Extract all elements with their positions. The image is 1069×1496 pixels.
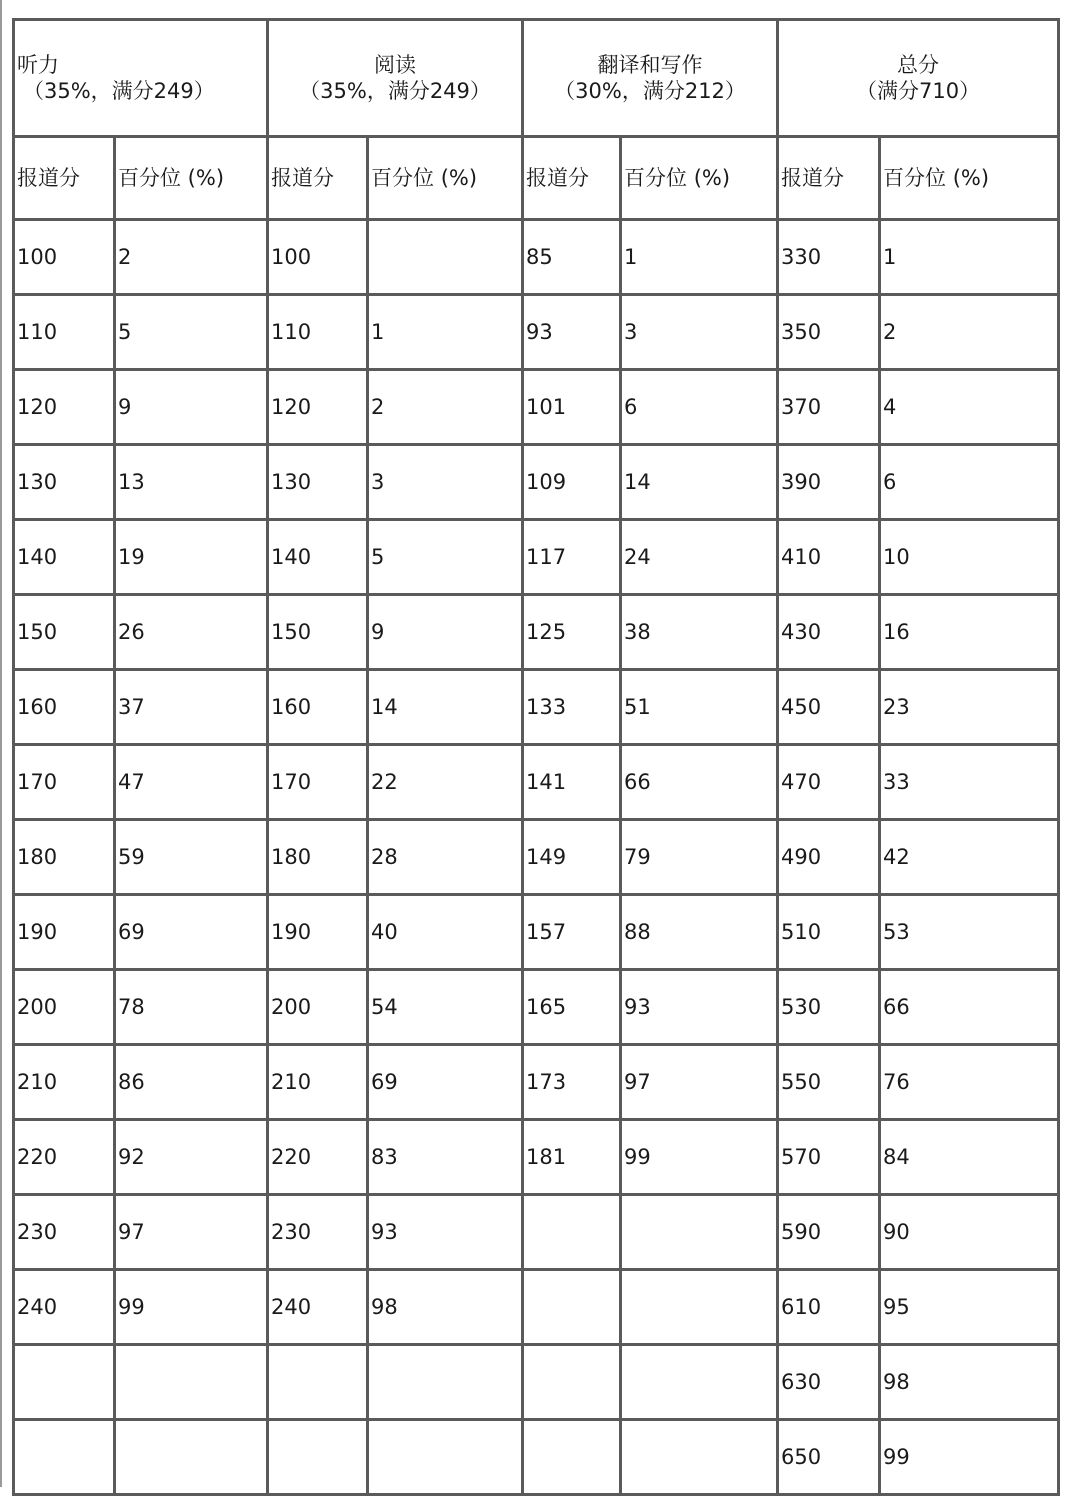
- table-cell: 160: [268, 670, 368, 745]
- table-cell: 190: [14, 895, 115, 970]
- table-cell: 550: [778, 1045, 880, 1120]
- table-cell: 22: [368, 745, 523, 820]
- table-cell: 2: [115, 220, 268, 295]
- table-cell: 150: [268, 595, 368, 670]
- column-header: 报道分: [523, 137, 621, 220]
- table-cell: 160: [14, 670, 115, 745]
- table-cell: [621, 1195, 778, 1270]
- table-cell: 140: [14, 520, 115, 595]
- table-cell: [14, 1345, 115, 1420]
- table-cell: [368, 220, 523, 295]
- table-cell: 100: [268, 220, 368, 295]
- table-cell: 109: [523, 445, 621, 520]
- table-cell: 1: [368, 295, 523, 370]
- table-cell: 240: [14, 1270, 115, 1345]
- group-header-total: [778, 20, 1059, 137]
- table-cell: 1: [621, 220, 778, 295]
- table-cell: 42: [880, 820, 1059, 895]
- table-cell: 200: [268, 970, 368, 1045]
- table-cell: [523, 1345, 621, 1420]
- table-cell: 470: [778, 745, 880, 820]
- column-header: 百分位 (%): [880, 137, 1059, 220]
- table-cell: 165: [523, 970, 621, 1045]
- table-cell: 4: [880, 370, 1059, 445]
- table-cell: [621, 1270, 778, 1345]
- table-cell: 76: [880, 1045, 1059, 1120]
- table-cell: 14: [621, 445, 778, 520]
- table-cell: 410: [778, 520, 880, 595]
- group-title: 总分: [897, 52, 940, 77]
- table-cell: [115, 1345, 268, 1420]
- table-cell: 180: [268, 820, 368, 895]
- table-cell: 88: [621, 895, 778, 970]
- table-cell: 95: [880, 1270, 1059, 1345]
- table-cell: 149: [523, 820, 621, 895]
- table-cell: [621, 1420, 778, 1495]
- table-cell: 93: [368, 1195, 523, 1270]
- table-cell: 85: [523, 220, 621, 295]
- table-cell: 10: [880, 520, 1059, 595]
- table-cell: 23: [880, 670, 1059, 745]
- table-row: [14, 220, 1059, 295]
- table-body: [14, 220, 1059, 1495]
- table-cell: 79: [621, 820, 778, 895]
- table-cell: 78: [115, 970, 268, 1045]
- table-cell: 99: [880, 1420, 1059, 1495]
- table-cell: 350: [778, 295, 880, 370]
- table-cell: 69: [368, 1045, 523, 1120]
- table-cell: 3: [368, 445, 523, 520]
- table-cell: 33: [880, 745, 1059, 820]
- table-cell: 170: [14, 745, 115, 820]
- table-cell: 26: [115, 595, 268, 670]
- table-cell: 14: [368, 670, 523, 745]
- table-cell: 93: [621, 970, 778, 1045]
- column-header: 百分位 (%): [621, 137, 778, 220]
- table-row: [14, 1120, 1059, 1195]
- table-cell: 120: [14, 370, 115, 445]
- table-cell: 16: [880, 595, 1059, 670]
- table-cell: 92: [115, 1120, 268, 1195]
- table-cell: 133: [523, 670, 621, 745]
- table-row: [14, 820, 1059, 895]
- table-cell: 230: [14, 1195, 115, 1270]
- table-cell: 90: [880, 1195, 1059, 1270]
- table-cell: 330: [778, 220, 880, 295]
- table-cell: 210: [14, 1045, 115, 1120]
- table-cell: 150: [14, 595, 115, 670]
- table-cell: 98: [368, 1270, 523, 1345]
- page-left-edge: [0, 0, 2, 1487]
- group-title: 阅读: [374, 52, 417, 77]
- table-cell: 6: [621, 370, 778, 445]
- group-header-translation-writing: [523, 20, 778, 137]
- table-cell: 101: [523, 370, 621, 445]
- table-row: [14, 295, 1059, 370]
- table-cell: 13: [115, 445, 268, 520]
- table-cell: 1: [880, 220, 1059, 295]
- table-row: [14, 520, 1059, 595]
- table-cell: 190: [268, 895, 368, 970]
- table-cell: 28: [368, 820, 523, 895]
- table-cell: 200: [14, 970, 115, 1045]
- table-cell: 110: [268, 295, 368, 370]
- score-percentile-table: [12, 18, 1060, 1496]
- table-cell: 2: [368, 370, 523, 445]
- table-cell: 530: [778, 970, 880, 1045]
- table-cell: 125: [523, 595, 621, 670]
- table-cell: 66: [880, 970, 1059, 1045]
- group-header-row: [14, 20, 1059, 137]
- table-cell: 5: [115, 295, 268, 370]
- group-title: 翻译和写作: [597, 52, 703, 77]
- table-cell: 210: [268, 1045, 368, 1120]
- table-cell: [523, 1420, 621, 1495]
- table-cell: 3: [621, 295, 778, 370]
- table-cell: 117: [523, 520, 621, 595]
- table-cell: 490: [778, 820, 880, 895]
- column-header-row: [14, 137, 1059, 220]
- group-subtitle: （30%，满分212）: [554, 79, 746, 103]
- table-cell: 180: [14, 820, 115, 895]
- table-cell: 9: [368, 595, 523, 670]
- table-cell: [268, 1345, 368, 1420]
- table-cell: 390: [778, 445, 880, 520]
- table-cell: 570: [778, 1120, 880, 1195]
- table-row: [14, 1420, 1059, 1495]
- table-row: [14, 445, 1059, 520]
- table-row: [14, 370, 1059, 445]
- table-row: [14, 895, 1059, 970]
- table-cell: 2: [880, 295, 1059, 370]
- table-cell: 98: [880, 1345, 1059, 1420]
- table-cell: 97: [621, 1045, 778, 1120]
- table-cell: [523, 1195, 621, 1270]
- table-row: [14, 1195, 1059, 1270]
- table-cell: 47: [115, 745, 268, 820]
- table-cell: [368, 1420, 523, 1495]
- table-cell: 130: [14, 445, 115, 520]
- table-cell: 66: [621, 745, 778, 820]
- table-cell: 69: [115, 895, 268, 970]
- table-cell: 93: [523, 295, 621, 370]
- table-cell: 610: [778, 1270, 880, 1345]
- group-subtitle: （35%，满分249）: [23, 79, 215, 103]
- table-cell: 140: [268, 520, 368, 595]
- table-cell: 110: [14, 295, 115, 370]
- column-header: 报道分: [14, 137, 115, 220]
- group-title: 听力: [17, 52, 59, 77]
- table-cell: 37: [115, 670, 268, 745]
- table-cell: 97: [115, 1195, 268, 1270]
- table-cell: 130: [268, 445, 368, 520]
- table-cell: 99: [621, 1120, 778, 1195]
- table-cell: [268, 1420, 368, 1495]
- table-cell: 181: [523, 1120, 621, 1195]
- column-header: 百分位 (%): [115, 137, 268, 220]
- table-cell: [523, 1270, 621, 1345]
- group-subtitle: （35%，满分249）: [299, 79, 491, 103]
- table-cell: 230: [268, 1195, 368, 1270]
- table-row: [14, 670, 1059, 745]
- table-cell: 220: [14, 1120, 115, 1195]
- table-cell: [14, 1420, 115, 1495]
- table-cell: 24: [621, 520, 778, 595]
- column-header: 报道分: [268, 137, 368, 220]
- table-cell: 650: [778, 1420, 880, 1495]
- table-row: [14, 1345, 1059, 1420]
- table-row: [14, 970, 1059, 1045]
- table-cell: 370: [778, 370, 880, 445]
- table-cell: 173: [523, 1045, 621, 1120]
- table-cell: 120: [268, 370, 368, 445]
- table-row: [14, 1045, 1059, 1120]
- table-cell: 510: [778, 895, 880, 970]
- table-cell: 9: [115, 370, 268, 445]
- column-header: 百分位 (%): [368, 137, 523, 220]
- table-cell: 430: [778, 595, 880, 670]
- table-cell: 630: [778, 1345, 880, 1420]
- table-cell: 5: [368, 520, 523, 595]
- table-cell: 59: [115, 820, 268, 895]
- table-row: [14, 745, 1059, 820]
- table-cell: 53: [880, 895, 1059, 970]
- table-cell: 54: [368, 970, 523, 1045]
- group-header-reading: [268, 20, 523, 137]
- table-cell: [621, 1345, 778, 1420]
- group-header-listening: [14, 20, 268, 137]
- table-cell: 157: [523, 895, 621, 970]
- table-cell: 100: [14, 220, 115, 295]
- group-subtitle: （满分710）: [856, 79, 981, 103]
- table-cell: 6: [880, 445, 1059, 520]
- table-cell: 220: [268, 1120, 368, 1195]
- table-cell: 19: [115, 520, 268, 595]
- table-cell: 40: [368, 895, 523, 970]
- table-cell: 99: [115, 1270, 268, 1345]
- table-cell: [115, 1420, 268, 1495]
- table-row: [14, 1270, 1059, 1345]
- column-header: 报道分: [778, 137, 880, 220]
- table-cell: 86: [115, 1045, 268, 1120]
- table-cell: 84: [880, 1120, 1059, 1195]
- table-cell: 83: [368, 1120, 523, 1195]
- table-cell: 170: [268, 745, 368, 820]
- table-cell: 240: [268, 1270, 368, 1345]
- table-cell: 38: [621, 595, 778, 670]
- table-cell: 590: [778, 1195, 880, 1270]
- table-cell: 450: [778, 670, 880, 745]
- table-cell: 141: [523, 745, 621, 820]
- table-cell: [368, 1345, 523, 1420]
- table-row: [14, 595, 1059, 670]
- table-cell: 51: [621, 670, 778, 745]
